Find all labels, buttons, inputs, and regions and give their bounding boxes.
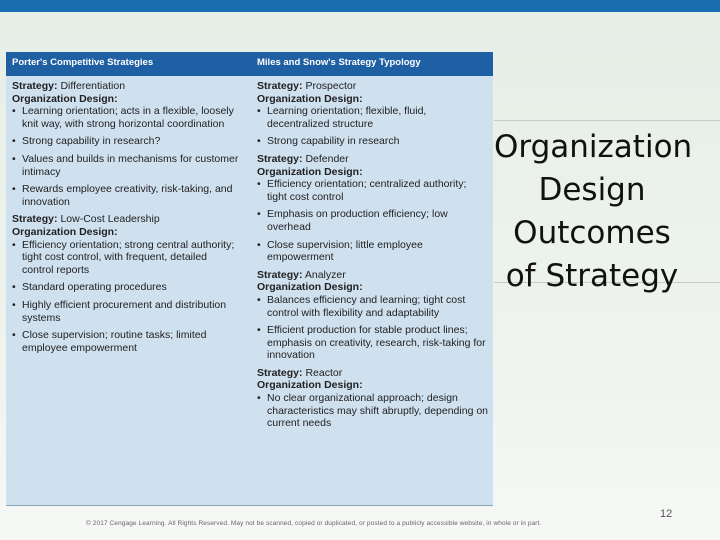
miles-snow-column: [257, 80, 489, 435]
design-bullet: • Strong capability in research: [257, 135, 489, 148]
design-bullet: • Efficiency orientation; strong central authority; tight cost control, with frequent, detailed control reports: [12, 239, 240, 277]
design-bullets: [12, 105, 240, 208]
strategy-name: Differentiation: [60, 80, 126, 92]
design-label: [257, 379, 489, 392]
strategy-section: [257, 80, 489, 148]
design-bullets: [257, 105, 489, 148]
strategy-name: Analyzer: [304, 268, 346, 281]
strategy-line: [257, 367, 489, 380]
strategy-label: Strategy:: [12, 80, 58, 92]
strategy-name: Low-Cost Leadership: [60, 213, 160, 226]
design-bullet: • Efficient production for stable product lines; emphasis on creativity, research, risk-taking for innovation: [257, 324, 489, 362]
design-label: [257, 166, 489, 179]
slide-title: Organization Design Outcomes of Strategy: [494, 129, 693, 294]
copyright-notice: © 2017 Cengage Learning. All Rights Reserved. May not be scanned, copied or duplicated, or posted to a publicly accessible website, in whole or in part.: [86, 520, 542, 527]
col2-header: Miles and Snow's Strategy Typology: [257, 57, 421, 68]
strategy-name: Prospector: [305, 80, 357, 92]
strategy-name: Defender: [305, 152, 349, 165]
strategy-label: Strategy:: [257, 366, 303, 379]
strategy-section: [257, 367, 489, 430]
strategy-label: Strategy:: [257, 152, 303, 165]
strategy-section: [12, 213, 240, 354]
design-bullet: • Close supervision; routine tasks; limited employee empowerment: [12, 329, 240, 354]
porter-column: [12, 80, 240, 359]
strategy-line: [12, 213, 240, 226]
design-label: [257, 93, 489, 106]
strategy-label: Strategy:: [12, 213, 58, 226]
design-label: [12, 226, 240, 239]
design-label-text: Organization Design:: [257, 165, 363, 178]
page-number: 12: [660, 508, 673, 520]
design-label-text: Organization Design:: [257, 379, 363, 392]
design-bullet: • Learning orientation; flexible, fluid, decentralized structure: [257, 105, 489, 130]
design-bullets: [257, 294, 489, 362]
design-label-text: Organization Design:: [257, 281, 363, 294]
design-label: [257, 281, 489, 294]
strategy-section: [12, 80, 240, 208]
design-bullets: [257, 178, 489, 264]
design-bullet: • Strong capability in research?: [12, 135, 240, 148]
strategy-line: [257, 80, 489, 93]
strategy-line: [12, 80, 240, 93]
col1-header: Porter's Competitive Strategies: [12, 57, 154, 68]
strategy-section: [257, 269, 489, 362]
design-bullet: • Balances efficiency and learning; tight cost control with flexibility and adaptability: [257, 294, 489, 319]
strategy-label: Strategy:: [257, 268, 303, 281]
design-label-text: Organization Design:: [257, 92, 363, 105]
table-header: [6, 52, 493, 76]
design-bullets: [12, 239, 240, 355]
strategy-line: [257, 269, 489, 282]
design-label-text: Organization Design:: [12, 92, 118, 105]
strategy-table: [6, 52, 493, 506]
top-accent-bar: [0, 0, 720, 12]
design-bullet: • No clear organizational approach; design characteristics may shift abruptly, depending on current needs: [257, 392, 489, 430]
design-bullet: • Emphasis on production efficiency; low overhead: [257, 208, 489, 233]
design-bullet: • Rewards employee creativity, risk-taking, and innovation: [12, 183, 240, 208]
divider-top: [494, 120, 720, 121]
design-bullets: [257, 392, 489, 430]
design-label-text: Organization Design:: [12, 225, 118, 238]
strategy-line: [257, 153, 489, 166]
strategy-name: Reactor: [305, 366, 343, 379]
design-bullet: • Standard operating procedures: [12, 281, 240, 294]
strategy-section: [257, 153, 489, 264]
design-bullet: • Highly efficient procurement and distribution systems: [12, 299, 240, 324]
design-bullet: • Learning orientation; acts in a flexible, loosely knit way, with strong horizontal coordination: [12, 105, 240, 130]
design-bullet: • Values and builds in mechanisms for customer intimacy: [12, 153, 240, 178]
design-label: [12, 93, 240, 106]
design-bullet: • Efficiency orientation; centralized authority; tight cost control: [257, 178, 489, 203]
design-bullet: • Close supervision; little employee empowerment: [257, 239, 489, 264]
strategy-label: Strategy:: [257, 80, 303, 92]
